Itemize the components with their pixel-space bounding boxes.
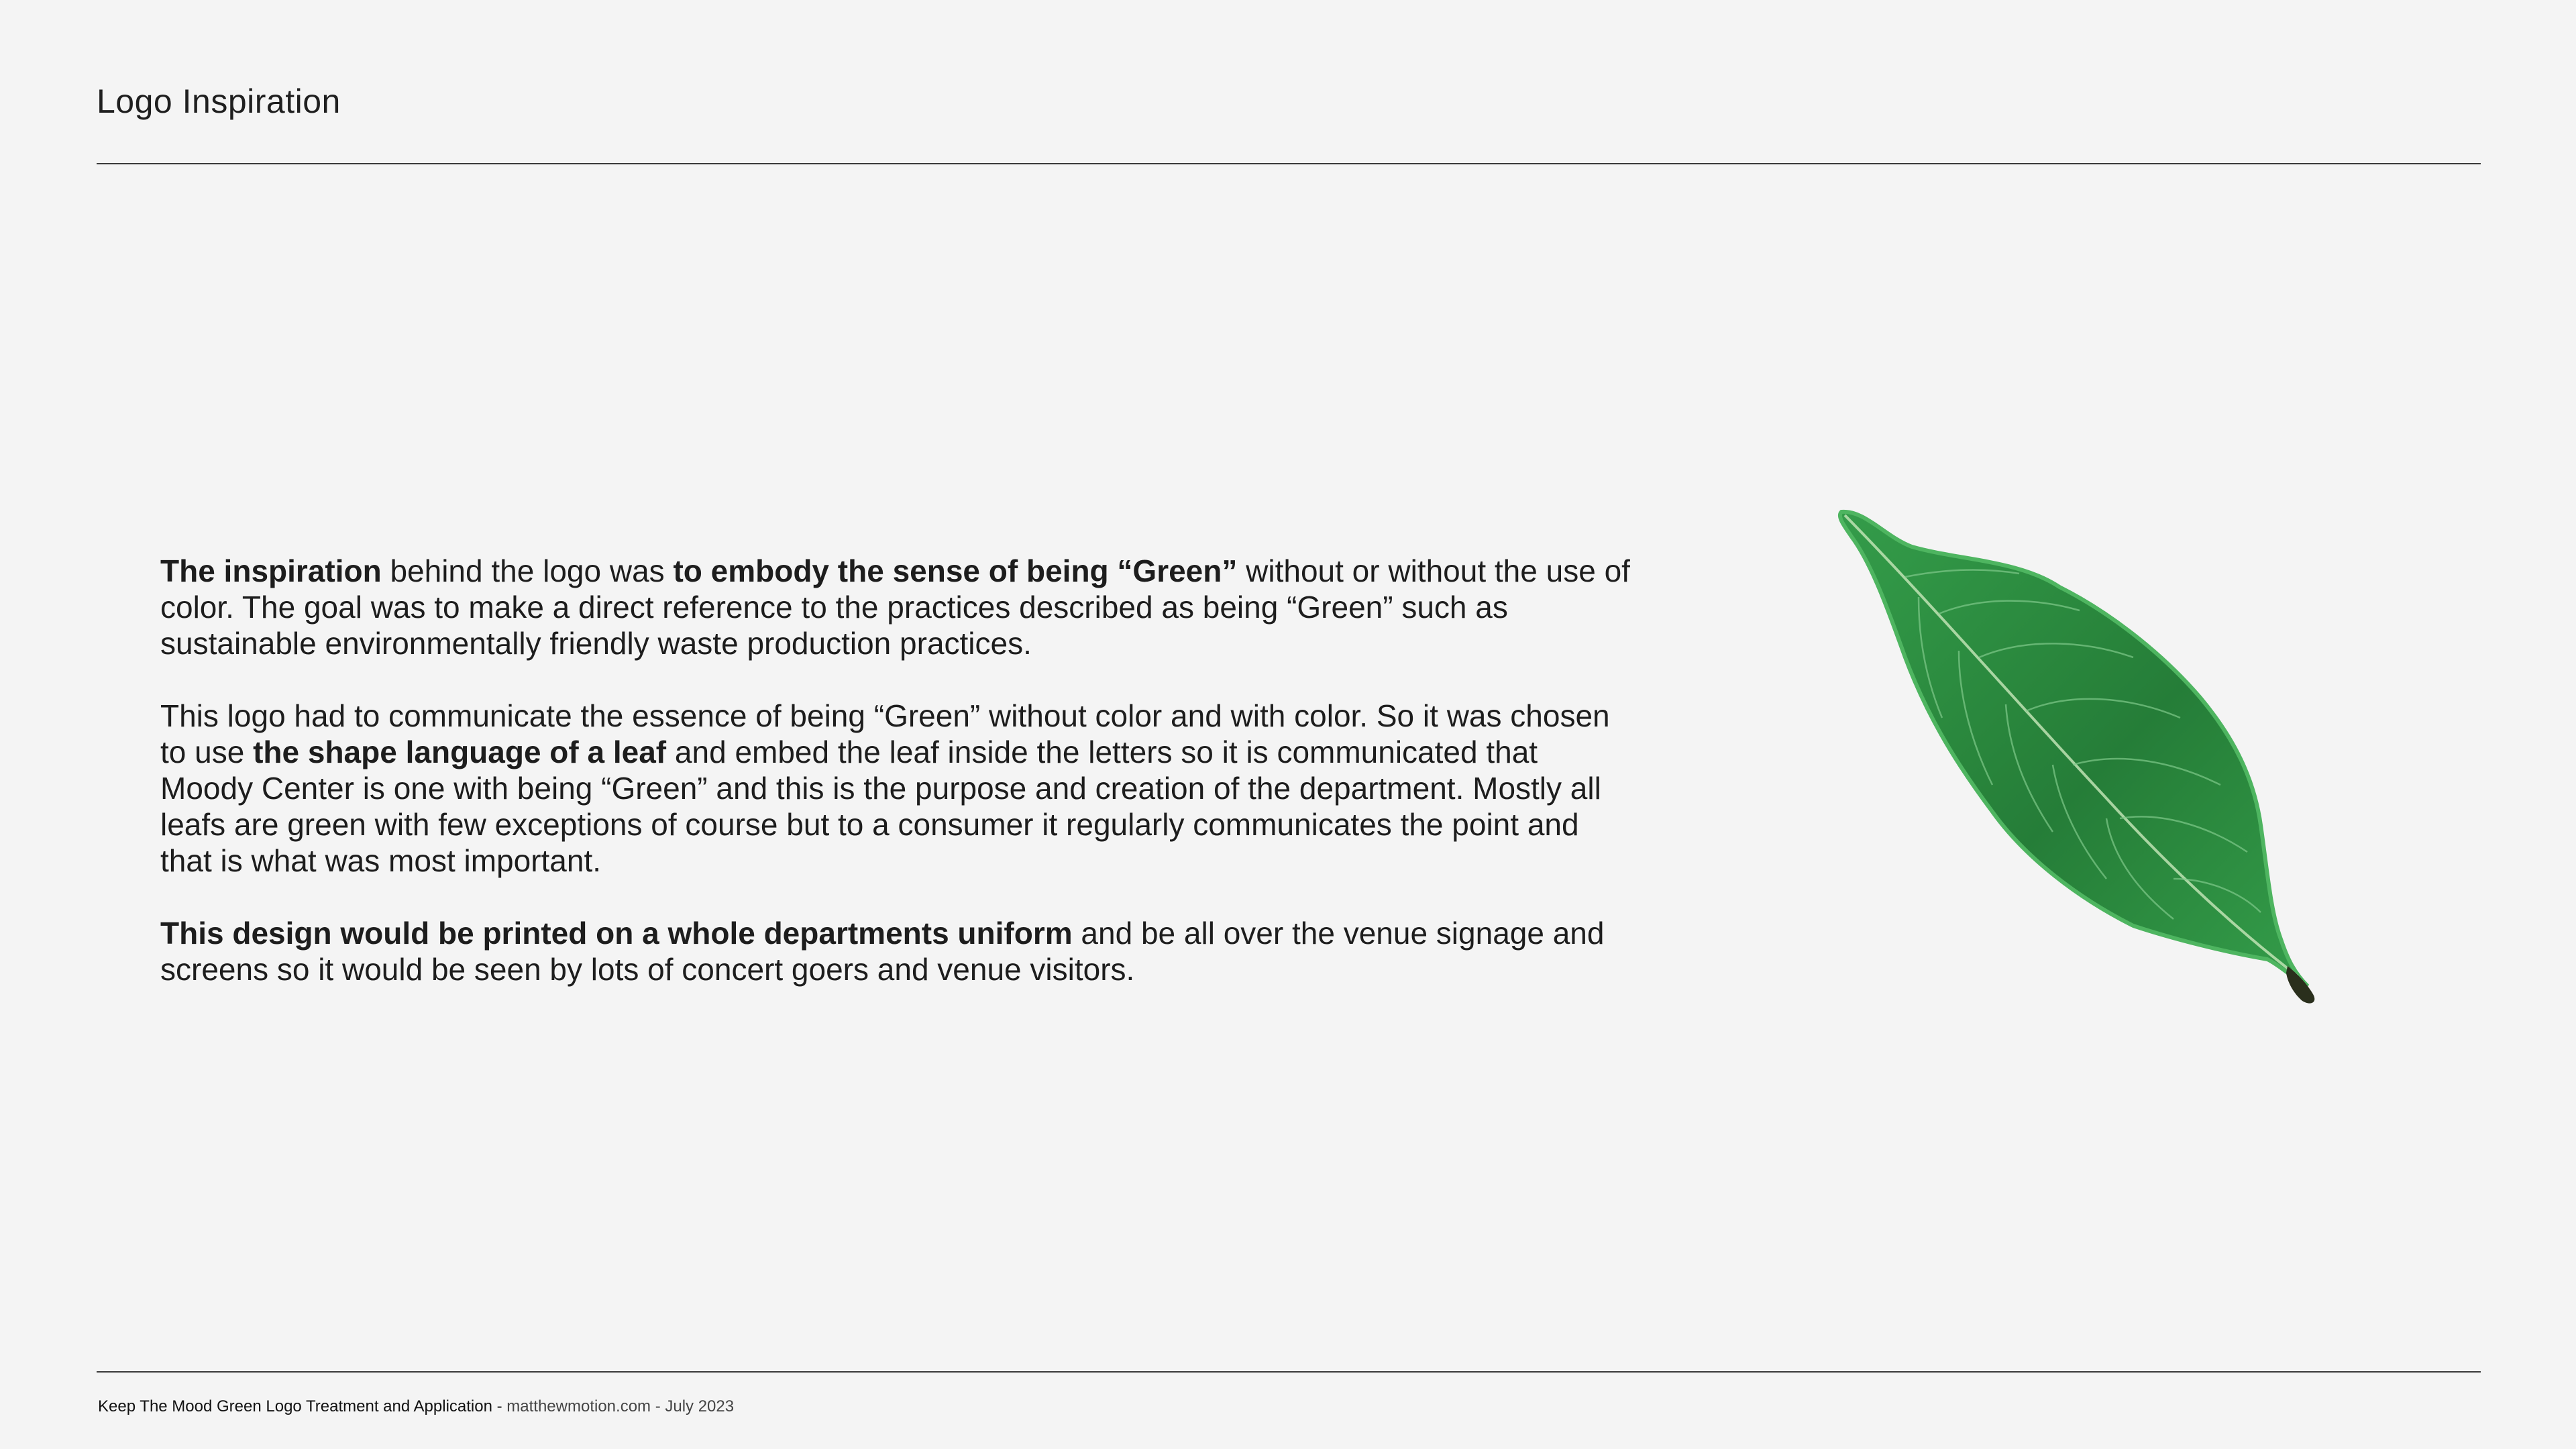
text-segment: the shape language of a leaf xyxy=(253,735,667,769)
text-segment: without or without the use of color. The goal was to make a direct reference to the practices described as being “Green” such as sustainable environmentally friendly waste production practices. xyxy=(160,553,1630,661)
text-segment: The inspiration xyxy=(160,553,382,588)
page-title: Logo Inspiration xyxy=(97,83,341,120)
leaf-stem xyxy=(2286,966,2314,1004)
footer-meta: matthewmotion.com - July 2023 xyxy=(506,1397,735,1415)
text-segment: behind the logo was xyxy=(381,553,674,588)
paragraph-shape-language xyxy=(160,698,1636,879)
text-segment: to embody the sense of being “Green” xyxy=(673,553,1238,588)
text-segment: This logo had to communicate the essence of being “Green” without color and with color. So it was chosen to use xyxy=(160,698,1610,769)
body-text xyxy=(160,553,1636,1024)
text-segment: and embed the leaf inside the letters so it is communicated that Moody Center is one with being “Green” and this is the purpose and creation of the department. Mostly all leafs are green with few exceptions of course but to a consumer it regularly communicates the point and that is what was most important. xyxy=(160,735,1601,878)
footer-divider xyxy=(97,1371,2481,1373)
footer-title: Keep The Mood Green Logo Treatment and Application - xyxy=(98,1397,507,1415)
paragraph-inspiration xyxy=(160,553,1636,661)
header-divider xyxy=(97,163,2481,164)
paragraph-uniform xyxy=(160,915,1636,987)
text-segment: and be all over the venue signage and screens so it would be seen by lots of concert goers and venue visitors. xyxy=(160,916,1605,987)
green-leaf-image xyxy=(1825,496,2361,1020)
footer xyxy=(98,1397,734,1416)
text-segment: This design would be printed on a whole departments uniform xyxy=(160,916,1073,951)
